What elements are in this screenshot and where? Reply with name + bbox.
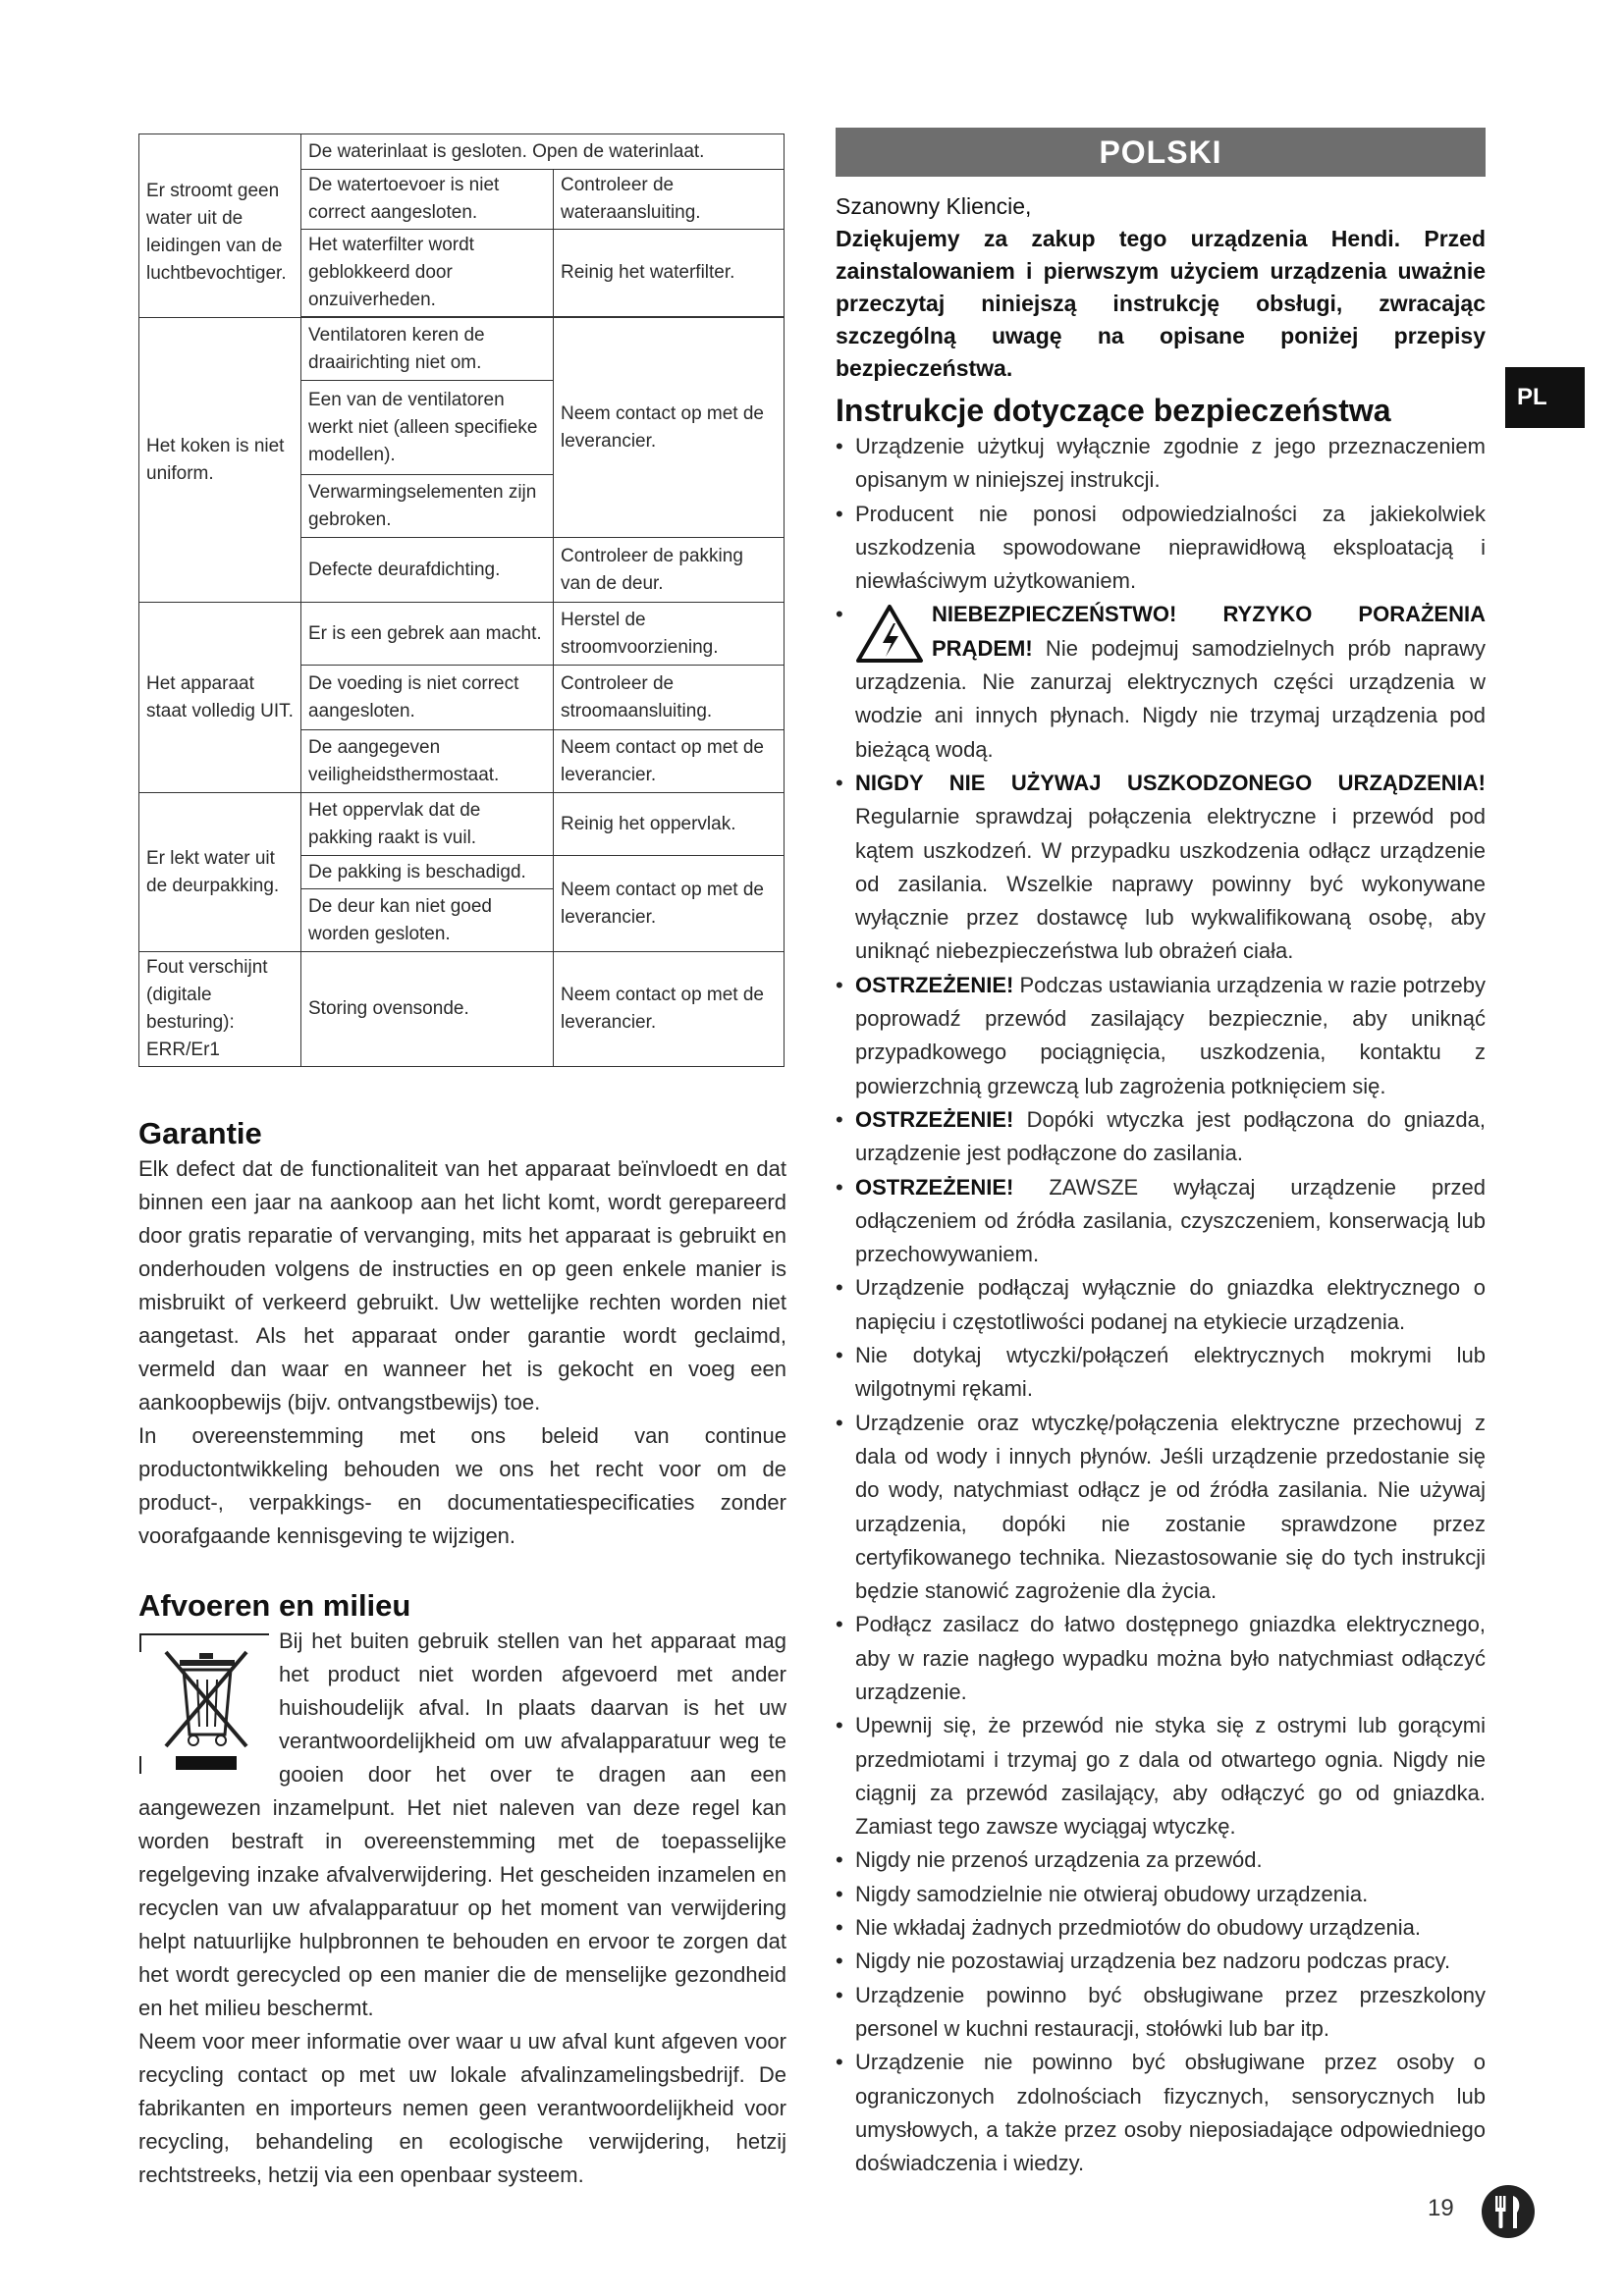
cause-cell: Er is een gebrek aan macht. [301,603,554,666]
cause-cell: Storing ovensonde. [301,952,554,1067]
table-row [139,318,785,381]
table-row [139,603,785,666]
cause-cell: De aangegeven veiligheidsthermostaat. [301,730,554,793]
table-row [139,952,785,1067]
garantie-title: Garantie [138,1116,262,1150]
cause-cell: Verwarmingselementen zijn gebroken. [301,475,554,538]
solution-cell: Controleer de stroomaansluiting. [554,666,785,730]
cause-cell: De waterinlaat is gesloten. Open de waterinlaat. [301,134,785,170]
troubleshooting-table [138,133,785,1067]
afvoeren-paragraph-2: Neem voor meer informatie over waar u uw afval kunt afgeven voor recycling contact op met uw lokale afvalinzamelingsbedrijf. De fabrikanten en importeurs nemen geen verantwoordelijkheid voor recycling, behandeling en ecologische verwijdering, hetzij rechtstreeks, hetzij via een openbaar systeem. [138,2029,786,2187]
safety-section [836,391,1486,2180]
list-item: • Urządzenie podłączaj wyłącznie do gniazdka elektrycznego o napięciu i częstotliwości podanej na etykiecie urządzenia. [836,1271,1486,1339]
problem-cell: Er stroomt geen water uit de leidingen van de luchtbevochtiger. [139,134,301,318]
cause-cell: Defecte deurafdichting. [301,538,554,603]
list-item: • Nigdy samodzielnie nie otwieraj obudowy urządzenia. [836,1878,1486,1911]
solution-cell: Neem contact op met de leverancier. [554,318,785,538]
list-item: • Producent nie ponosi odpowiedzialności za jakiekolwiek uszkodzenia spowodowane nieprawidłową eksploatacją i niewłaściwym użytkowaniem. [836,498,1486,599]
table-row [139,793,785,856]
cause-cell: Het oppervlak dat de pakking raakt is vuil. [301,793,554,856]
list-item: • Upewnij się, że przewód nie styka się z ostrymi lub gorącymi przedmiotami i trzymaj go z dala od otwartego ognia. Nigdy nie ciągnij za przewód zasilający, aby odłączyć go od gniazdka. Zamiast tego zawsze wyciągaj wtyczkę. [836,1709,1486,1843]
list-item: • Nigdy nie przenoś urządzenia za przewód. [836,1843,1486,1877]
solution-cell: Controleer de wateraansluiting. [554,170,785,230]
list-item: • Nigdy nie pozostawiaj urządzenia bez nadzoru podczas pracy. [836,1945,1486,1978]
problem-cell: Er lekt water uit de deurpakking. [139,793,301,952]
cause-cell: De pakking is beschadigd. [301,856,554,889]
cause-cell: Het waterfilter wordt geblokkeerd door onzuiverheden. [301,230,554,317]
electric-hazard-icon [855,604,924,665]
list-item: • Urządzenie oraz wtyczkę/połączenia elektryczne przechowuj z dala od wody i innych płynów. Jeśli urządzenie przedostanie się do wody, natychmiast odłącz je od źródła zasilania. Nie używaj urządzenia, dopóki nie zostanie sprawdzone przez certyfikowanego technika. Niezastosowanie się do tych instrukcji będzie stanowić zagrożenie dla życia. [836,1407,1486,1609]
afvoeren-paragraph-1: Bij het buiten gebruik stellen van het apparaat mag het product niet worden afgevoerd met ander huishoudelijk afval. In plaats daarvan is het uw verantwoordelijkheid om uw afvalapparatuur weg te gooien door het over te dragen aan een aangewezen inzamelpunt. Het niet naleven van deze regel kan worden bestraft in overeenstemming met de toepasselijke regelgeving inzake afvalverwijdering. Het gescheiden inzamelen en recyclen van uw afvalapparatuur op het moment van verwijdering helpt natuurlijke hulpbronnen te behouden en ervoor te zorgen dat het wordt gerecycled op een manier die de menselijke gezondheid en het milieu beschermt. [138,1629,786,2020]
safety-list [836,430,1486,2180]
list-item: • OSTRZEŻENIE! Dopóki wtyczka jest podłączona do gniazda, urządzenie jest podłączone do zasilania. [836,1103,1486,1171]
cause-cell: Een van de ventilatoren werkt niet (alleen specifieke modellen). [301,381,554,475]
solution-cell: Neem contact op met de leverancier. [554,730,785,793]
language-side-tab: PL [1505,367,1585,428]
garantie-paragraph-2: In overeenstemming met ons beleid van continue productontwikkeling behouden we ons het recht voor om de product-, verpakkings- en documentatiespecificaties zonder voorafgaande kennisgeving te wijzigen. [138,1423,786,1548]
cause-cell: Ventilatoren keren de draairichting niet om. [301,318,554,381]
page-number: 19 [1428,2195,1454,2221]
cutlery-logo-icon [1481,2184,1536,2239]
polski-intro [836,190,1486,385]
solution-cell: Neem contact op met de leverancier. [554,856,785,952]
list-item: • Nie wkładaj żadnych przedmiotów do obudowy urządzenia. [836,1911,1486,1945]
language-header: POLSKI [836,128,1486,177]
afvoeren-section [138,1587,786,2192]
weee-bin-icon [138,1630,271,1786]
cause-cell: De deur kan niet goed worden gesloten. [301,889,554,952]
list-item: • Podłącz zasilacz do łatwo dostępnego gniazdka elektrycznego, aby w razie nagłego wypadku można było natychmiast odłączyć urządzenie. [836,1608,1486,1709]
intro-text: Dziękujemy za zakup tego urządzenia Hendi. Przed zainstalowaniem i pierwszym użyciem urządzenia uważnie przeczytaj niniejszą instrukcję obsługi, zwracając szczególną uwagę na opisane poniżej przepisy bezpieczeństwa. [836,226,1486,381]
afvoeren-title: Afvoeren en milieu [138,1588,411,1623]
problem-cell: Het apparaat staat volledig UIT. [139,603,301,793]
problem-cell: Fout verschijnt (digitale besturing): ERR/Er1 [139,952,301,1067]
problem-cell: Het koken is niet uniform. [139,318,301,603]
list-item: • NIGDY NIE UŻYWAJ USZKODZONEGO URZĄDZENIA! Regularnie sprawdzaj połączenia elektryczne i przewód pod kątem uszkodzeń. W przypadku uszkodzenia odłącz urządzenie od zasilania. Wszelkie naprawy powinny być wykonywane wyłącznie przez dostawcę lub wykwalifikowaną osobę, aby uniknąć niebezpieczeństwa lub obrażeń ciała. [836,767,1486,969]
solution-cell: Neem contact op met de leverancier. [554,952,785,1067]
greeting: Szanowny Kliencie, [836,193,1032,219]
cause-cell: De watertoevoer is niet correct aangesloten. [301,170,554,230]
list-item: • NIEBEZPIECZEŃSTWO! RYZYKO PORAŻENIA PRĄDEM! Nie podejmuj samodzielnych prób naprawy urządzenia. Nie zanurzaj elektrycznych części urządzenia w wodzie ani innych płynach. Nigdy nie trzymaj urządzenia pod bieżącą wodą. [836,598,1486,766]
list-item: • Urządzenie nie powinno być obsługiwane przez osoby o ograniczonych zdolnościach fizycznych, sensorycznych lub umysłowych, a także przez osoby nieposiadające odpowiedniego doświadczenia i wiedzy. [836,2046,1486,2180]
list-item: • Nie dotykaj wtyczki/połączeń elektrycznych mokrymi lub wilgotnymi rękami. [836,1339,1486,1407]
list-item: • OSTRZEŻENIE! Podczas ustawiania urządzenia w razie potrzeby poprowadź przewód zasilający bezpiecznie, aby uniknąć przypadkowego pociągnięcia, uszkodzenia, kontaktu z powierzchnią grzewczą lub zagrożenia potknięciem się. [836,969,1486,1103]
safety-heading: Instrukcje dotyczące bezpieczeństwa [836,393,1391,428]
solution-cell: Herstel de stroomvoorziening. [554,603,785,666]
solution-cell: Reinig het oppervlak. [554,793,785,856]
list-item: • OSTRZEŻENIE! ZAWSZE wyłączaj urządzenie przed odłączeniem od źródła zasilania, czyszczeniem, konserwacją lub przechowywaniem. [836,1171,1486,1272]
list-item: • Urządzenie powinno być obsługiwane przez przeszkolony personel w kuchni restauracji, stołówki lub bar itp. [836,1979,1486,2047]
solution-cell: Reinig het waterfilter. [554,230,785,317]
solution-cell: Controleer de pakking van de deur. [554,538,785,603]
garantie-section [138,1115,786,1553]
table-row [139,134,785,170]
list-item: • Urządzenie użytkuj wyłącznie zgodnie z jego przeznaczeniem opisanym w niniejszej instrukcji. [836,430,1486,498]
cause-cell: De voeding is niet correct aangesloten. [301,666,554,730]
garantie-paragraph-1: Elk defect dat de functionaliteit van het apparaat beïnvloedt en dat binnen een jaar na aankoop aan het licht komt, wordt gerepareerd door gratis reparatie of vervanging, mits het apparaat is gebruikt en onderhouden volgens de instructies en op geen enkele manier is misbruikt of verkeerd gebruikt. Uw wettelijke rechten worden niet aangetast. Als het apparaat onder garantie wordt geclaimd, vermeld dan waar en wanneer het is gekocht en voeg een aankoopbewijs (bijv. ontvangstbewijs) toe. [138,1156,786,1415]
